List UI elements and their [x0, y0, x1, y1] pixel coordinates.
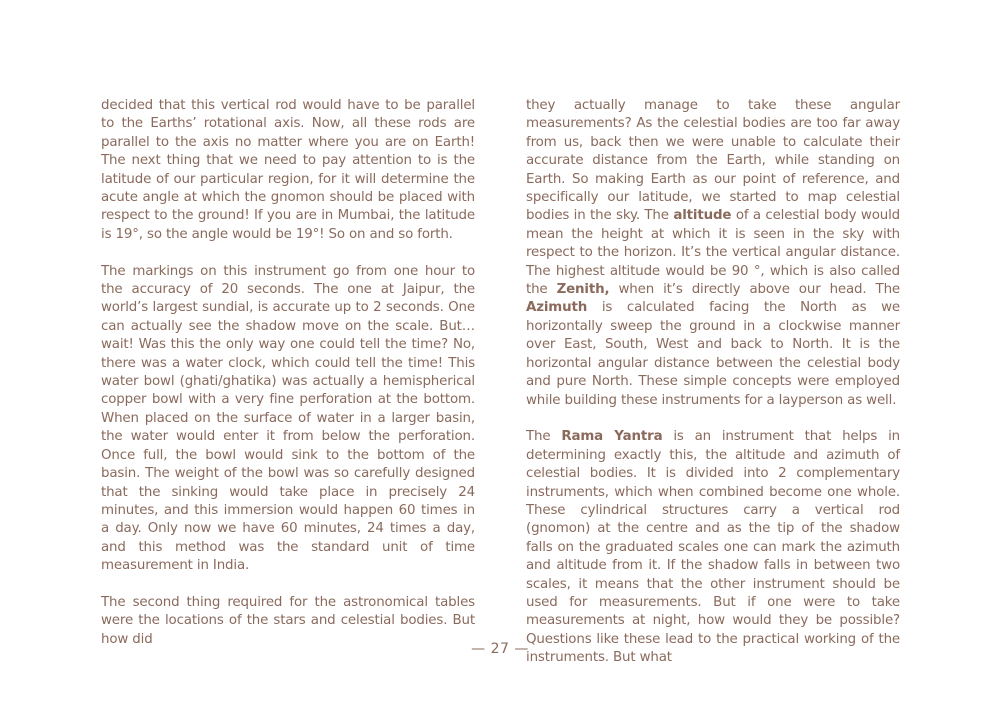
- text-run: is calculated facing the North as we horizontally sweep the ground in a clockwise manner over East, South, West and back to North. It is the horizontal angular distance between the celestial body and pure North. These simple concepts were employed while building these instruments for a layperson as well.: [526, 300, 900, 408]
- text-run: is an instrument that helps in determining exactly this, the altitude and azimuth of celestial bodies. It is divided into 2 complementary instruments, which when combined become one whole. These cylindrical structures carry a vertical rod (gnomon) at the centre and as the tip of the shadow falls on the graduated scales one can mark the azimuth and altitude from it. If the shadow falls in between two scales, it means that the other instrument should be used for measurements. But if one were to take measurements at night, how would they be possible? Questions like these lead to the practical working of the instruments. But what: [526, 429, 900, 666]
- right-paragraph-1: [526, 97, 900, 410]
- text-run: The: [526, 429, 562, 445]
- left-paragraph-2: The markings on this instrument go from one hour to the accuracy of 20 seconds. The one at Jaipur, the world’s largest sundial, is accurate up to 2 seconds. One can actually see the shadow move on the scale. But… wait! Was this the only way one could tell the time? No, there was a water clock, which could tell the time! This water bowl (ghati/ghatika) was actually a hemispherical copper bowl with a very fine perforation at the bottom. When placed on the surface of water in a larger basin, the water would enter it from below the perforation. Once full, the bowl would sink to the bottom of the basin. The weight of the bowl was so carefully designed that the sinking would take place in precisely 24 minutes, and this immersion would happen 60 times in a day. Only now we have 60 minutes, 24 times a day, and this method was the standard unit of time measurement in India.: [101, 263, 475, 574]
- right-column: [526, 97, 900, 668]
- text-run: they actually manage to take these angular measurements? As the celestial bodies are too far away from us, back then we were unable to calculate their accurate distance from the Earth, while standing on Earth. So making Earth as our point of reference, and specifically our latitude, we started to map celestial bodies in the sky. The: [526, 98, 900, 224]
- term-zenith: Zenith,: [556, 282, 610, 298]
- term-azimuth: Azimuth: [526, 300, 588, 316]
- term-altitude: altitude: [673, 208, 732, 224]
- text-run: of a celestial body would mean the height at which it is seen in the sky with respect to the horizon. It’s the vertical angular distance. The highest altitude would be 90 °, which is also called the: [526, 208, 900, 298]
- left-paragraph-1: decided that this vertical rod would have to be parallel to the Earths’ rotational axis. Now, all these rods are parallel to the axis no matter where you are on Earth! The next thing that we need to pay attention to is the latitude of our particular region, for it will determine the acute angle at which the gnomon should be placed with respect to the ground! If you are in Mumbai, the latitude is 19°, so the angle would be 19°! So on and so forth.: [101, 98, 475, 242]
- left-column: [101, 97, 475, 649]
- text-run: when it’s directly above our head. The: [609, 282, 900, 298]
- term-rama-yantra: Rama Yantra: [561, 429, 663, 445]
- left-paragraph-3: The second thing required for the astronomical tables were the locations of the stars and celestial bodies. But how did: [101, 594, 475, 647]
- right-paragraph-2: [526, 428, 900, 667]
- page-number: — 27 —: [471, 641, 529, 657]
